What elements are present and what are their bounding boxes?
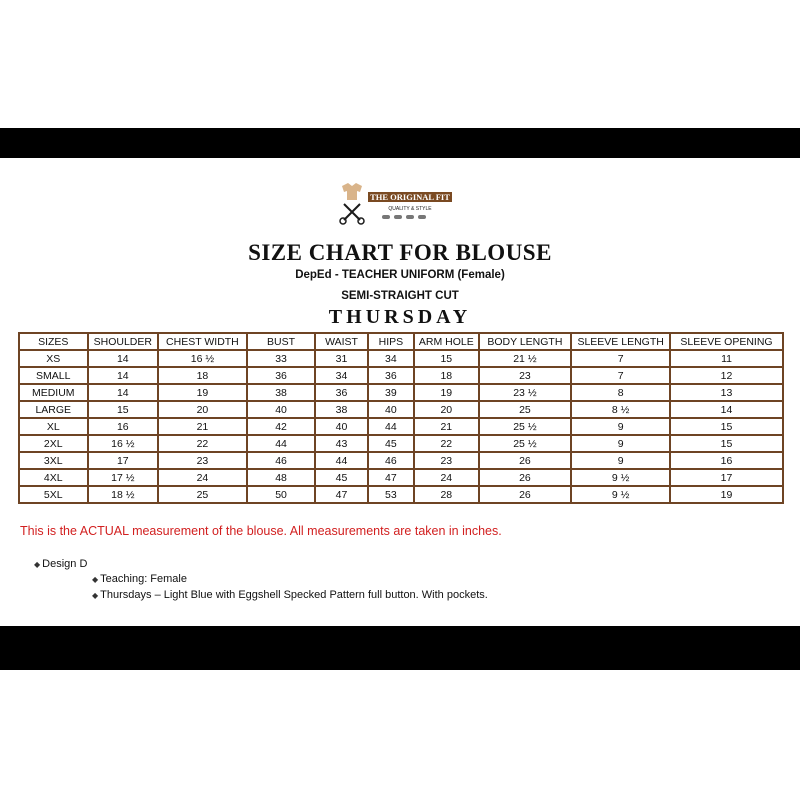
measurement-cell: 34 bbox=[316, 368, 366, 383]
column-header: BUST bbox=[248, 334, 315, 349]
column-header: HIPS bbox=[369, 334, 413, 349]
measurement-cell: 23 bbox=[159, 453, 246, 468]
size-cell: LARGE bbox=[20, 402, 87, 417]
measurement-cell: 44 bbox=[248, 436, 315, 451]
measurement-cell: 48 bbox=[248, 470, 315, 485]
measurement-cell: 26 bbox=[480, 487, 571, 502]
measurement-cell: 46 bbox=[248, 453, 315, 468]
table-row bbox=[20, 385, 782, 400]
size-chart-table bbox=[18, 332, 784, 504]
measurement-cell: 46 bbox=[369, 453, 413, 468]
day-heading: THURSDAY bbox=[328, 306, 472, 328]
measurement-cell: 19 bbox=[415, 385, 478, 400]
table-row bbox=[20, 436, 782, 451]
measurement-cell: 23 ½ bbox=[480, 385, 571, 400]
measurement-note: This is the ACTUAL measurement of the blouse. All measurements are taken in inches. bbox=[20, 524, 502, 538]
measurement-cell: 44 bbox=[316, 453, 366, 468]
measurement-cell: 36 bbox=[369, 368, 413, 383]
design-label bbox=[34, 558, 87, 570]
measurement-cell: 15 bbox=[671, 419, 782, 434]
design-item bbox=[92, 573, 187, 585]
table-row bbox=[20, 402, 782, 417]
table-row bbox=[20, 487, 782, 502]
measurement-cell: 21 ½ bbox=[480, 351, 571, 366]
diamond-bullet-icon: ◆ bbox=[34, 560, 41, 569]
measurement-cell: 26 bbox=[480, 470, 571, 485]
measurement-cell: 8 bbox=[572, 385, 669, 400]
size-cell: XS bbox=[20, 351, 87, 366]
table-row bbox=[20, 453, 782, 468]
column-header: SLEEVE OPENING bbox=[671, 334, 782, 349]
column-header: SLEEVE LENGTH bbox=[572, 334, 669, 349]
size-cell: 4XL bbox=[20, 470, 87, 485]
measurement-cell: 18 ½ bbox=[89, 487, 158, 502]
bottom-black-bar bbox=[0, 626, 800, 670]
measurement-cell: 14 bbox=[89, 368, 158, 383]
measurement-cell: 24 bbox=[159, 470, 246, 485]
measurement-cell: 38 bbox=[248, 385, 315, 400]
measurement-cell: 17 ½ bbox=[89, 470, 158, 485]
size-cell: 3XL bbox=[20, 453, 87, 468]
measurement-cell: 38 bbox=[316, 402, 366, 417]
measurement-cell: 15 bbox=[671, 436, 782, 451]
measurement-cell: 22 bbox=[415, 436, 478, 451]
column-header: ARM HOLE bbox=[415, 334, 478, 349]
size-cell: 5XL bbox=[20, 487, 87, 502]
measurement-cell: 44 bbox=[369, 419, 413, 434]
column-header: WAIST bbox=[316, 334, 366, 349]
design-name: Design D bbox=[42, 558, 88, 570]
measurement-cell: 9 ½ bbox=[572, 487, 669, 502]
diamond-bullet-icon: ◆ bbox=[92, 575, 99, 584]
measurement-cell: 23 bbox=[415, 453, 478, 468]
measurement-cell: 47 bbox=[369, 470, 413, 485]
diamond-bullet-icon: ◆ bbox=[92, 591, 99, 600]
measurement-cell: 7 bbox=[572, 368, 669, 383]
measurement-cell: 16 ½ bbox=[89, 436, 158, 451]
column-header: SHOULDER bbox=[89, 334, 158, 349]
measurement-cell: 18 bbox=[415, 368, 478, 383]
table-row bbox=[20, 351, 782, 366]
measurement-cell: 24 bbox=[415, 470, 478, 485]
measurement-cell: 25 ½ bbox=[480, 419, 571, 434]
measurement-cell: 8 ½ bbox=[572, 402, 669, 417]
measurement-cell: 39 bbox=[369, 385, 413, 400]
measurement-cell: 25 bbox=[480, 402, 571, 417]
measurement-cell: 23 bbox=[480, 368, 571, 383]
brand-logo bbox=[338, 182, 456, 226]
top-black-bar bbox=[0, 128, 800, 158]
table-row bbox=[20, 419, 782, 434]
svg-text:THE ORIGINAL FIT: THE ORIGINAL FIT bbox=[370, 192, 450, 202]
measurement-cell: 25 ½ bbox=[480, 436, 571, 451]
column-header: CHEST WIDTH bbox=[159, 334, 246, 349]
measurement-cell: 9 ½ bbox=[572, 470, 669, 485]
measurement-cell: 40 bbox=[369, 402, 413, 417]
measurement-cell: 17 bbox=[89, 453, 158, 468]
cut-type: SEMI-STRAIGHT CUT bbox=[341, 290, 459, 302]
measurement-cell: 28 bbox=[415, 487, 478, 502]
measurement-cell: 15 bbox=[415, 351, 478, 366]
measurement-cell: 9 bbox=[572, 419, 669, 434]
design-item-text: Teaching: Female bbox=[100, 573, 187, 585]
page-title: SIZE CHART FOR BLOUSE bbox=[248, 240, 552, 265]
measurement-cell: 9 bbox=[572, 453, 669, 468]
measurement-cell: 14 bbox=[671, 402, 782, 417]
measurement-cell: 14 bbox=[89, 351, 158, 366]
measurement-cell: 26 bbox=[480, 453, 571, 468]
measurement-cell: 17 bbox=[671, 470, 782, 485]
measurement-cell: 19 bbox=[671, 487, 782, 502]
measurement-cell: 22 bbox=[159, 436, 246, 451]
table-header-row bbox=[20, 334, 782, 349]
measurement-cell: 34 bbox=[369, 351, 413, 366]
measurement-cell: 15 bbox=[89, 402, 158, 417]
size-cell: 2XL bbox=[20, 436, 87, 451]
measurement-cell: 45 bbox=[369, 436, 413, 451]
measurement-cell: 33 bbox=[248, 351, 315, 366]
size-cell: XL bbox=[20, 419, 87, 434]
measurement-cell: 13 bbox=[671, 385, 782, 400]
measurement-cell: 21 bbox=[159, 419, 246, 434]
measurement-cell: 7 bbox=[572, 351, 669, 366]
measurement-cell: 16 bbox=[89, 419, 158, 434]
design-item bbox=[92, 589, 488, 601]
page-subtitle: DepEd - TEACHER UNIFORM (Female) bbox=[295, 269, 505, 281]
measurement-cell: 20 bbox=[159, 402, 246, 417]
size-cell: MEDIUM bbox=[20, 385, 87, 400]
measurement-cell: 16 ½ bbox=[159, 351, 246, 366]
svg-text:QUALITY & STYLE: QUALITY & STYLE bbox=[388, 206, 432, 212]
measurement-cell: 40 bbox=[248, 402, 315, 417]
table-row bbox=[20, 368, 782, 383]
measurement-cell: 47 bbox=[316, 487, 366, 502]
measurement-cell: 36 bbox=[316, 385, 366, 400]
measurement-cell: 53 bbox=[369, 487, 413, 502]
measurement-cell: 40 bbox=[316, 419, 366, 434]
measurement-cell: 45 bbox=[316, 470, 366, 485]
measurement-cell: 16 bbox=[671, 453, 782, 468]
design-item-text: Thursdays – Light Blue with Eggshell Specked Pattern full button. With pockets. bbox=[100, 589, 488, 601]
measurement-cell: 36 bbox=[248, 368, 315, 383]
measurement-cell: 43 bbox=[316, 436, 366, 451]
table-row bbox=[20, 470, 782, 485]
measurement-cell: 20 bbox=[415, 402, 478, 417]
column-header: SIZES bbox=[20, 334, 87, 349]
measurement-cell: 25 bbox=[159, 487, 246, 502]
measurement-cell: 14 bbox=[89, 385, 158, 400]
measurement-cell: 19 bbox=[159, 385, 246, 400]
measurement-cell: 31 bbox=[316, 351, 366, 366]
measurement-cell: 9 bbox=[572, 436, 669, 451]
measurement-cell: 12 bbox=[671, 368, 782, 383]
measurement-cell: 11 bbox=[671, 351, 782, 366]
measurement-cell: 18 bbox=[159, 368, 246, 383]
measurement-cell: 42 bbox=[248, 419, 315, 434]
shirt-scissors-logo-icon bbox=[338, 182, 456, 226]
measurement-cell: 21 bbox=[415, 419, 478, 434]
size-cell: SMALL bbox=[20, 368, 87, 383]
column-header: BODY LENGTH bbox=[480, 334, 571, 349]
measurement-cell: 50 bbox=[248, 487, 315, 502]
